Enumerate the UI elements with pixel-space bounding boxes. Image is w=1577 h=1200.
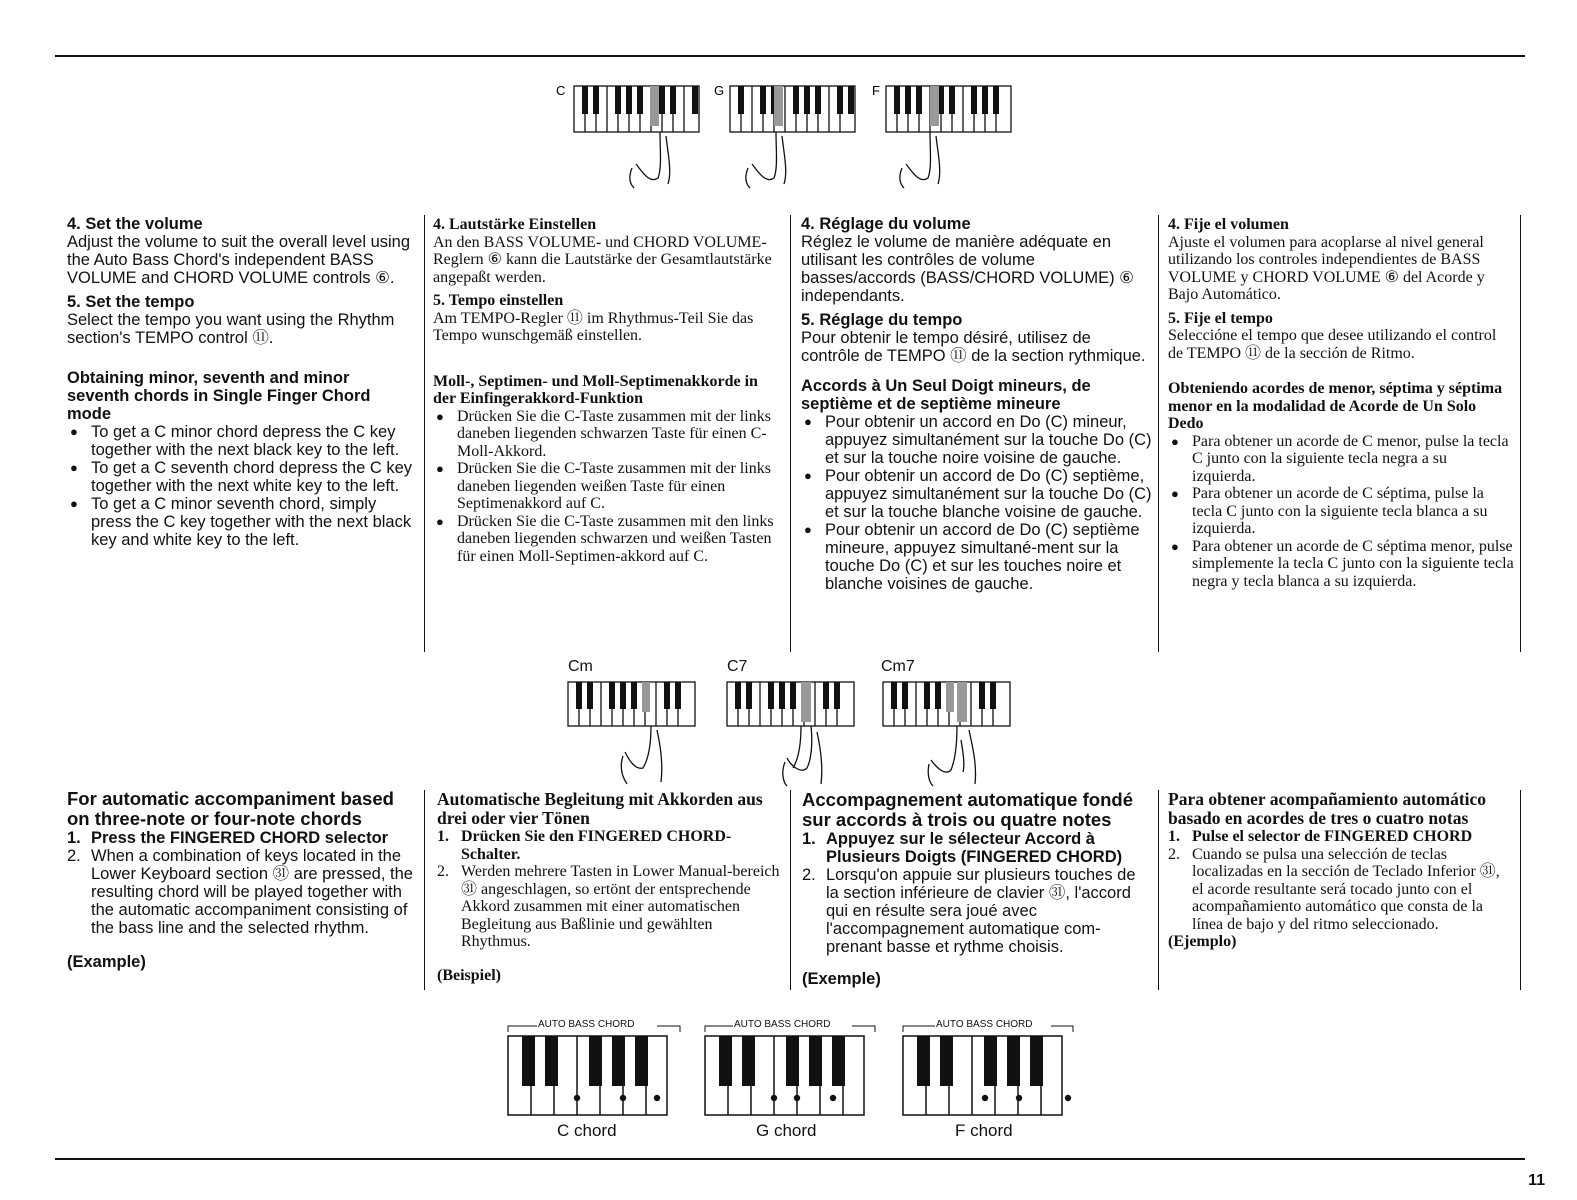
- fr-s5-body: Pour obtenir le tempo désiré, utilisez de contrôle de TEMPO ⑪ de la section rythmique.: [801, 329, 1146, 365]
- es-step-2: 2. Cuando se pulsa una selección de teclas localizadas en la sección de Teclado Inferior ㉛, el acorde resultante será tocado junto con el acompañamiento automático que consta de la línea de bajo y del ritmo seleccionado.: [1168, 845, 1500, 933]
- es-steps: [1168, 828, 1514, 933]
- es-bullet-list: [1168, 433, 1514, 591]
- en-s4-body: Adjust the volume to suit the overall level using the Auto Bass Chord's independent BASS VOLUME and CHORD VOLUME controls ⑥.: [67, 233, 411, 287]
- en-bullet-3: ● To get a C minor seventh chord, simply press the C key together with the next black key and white key to the left.: [67, 495, 412, 549]
- es-bullet-2: ● Para obtener un acorde de C séptima, pulse la tecla C junto con la siguiente tecla blanca a su izquierda.: [1168, 485, 1514, 538]
- fr-step-1-text: Appuyez sur le sélecteur Accord à Plusieurs Doigts (FINGERED CHORD): [826, 830, 1123, 866]
- en-auto-title: For automatic accompaniment based on three-note or four-note chords: [67, 788, 394, 829]
- bottom-keyboard-figure: [505, 1020, 1085, 1120]
- es-step-2-text: Cuando se pulsa una selección de teclas localizadas en la sección de Teclado Inferior ㉛, el acorde resultante será tocado junto con el acompañamiento automático que consta de la línea de bajo y del ritmo seleccionado.: [1192, 845, 1500, 933]
- es-s5-title: 5. Fije el tempo: [1168, 309, 1273, 327]
- es-auto-title: Para obtener acompañamiento automático basado en acordes de tres o cuatro notas: [1168, 789, 1487, 828]
- de-s4-title: 4. Lautstärke Einstellen: [433, 216, 597, 233]
- en-s5-title: 5. Set the tempo: [67, 293, 195, 311]
- label-c7: C7: [727, 658, 748, 675]
- col-en-upper: [67, 215, 412, 549]
- de-step-2-text: Werden mehrere Tasten in Lower Manual-bereich ㉛ angeschlagen, so ertönt der entsprechende Akkord zusammen mit einer automatischen Begleitung aus Baßlinie und gewählten Rhythmus.: [461, 863, 780, 950]
- es-s4-body: Ajuste el volumen para acoplarse al nivel general utilizando los controles independientes de BASS VOLUME y CHORD VOLUME ⑥ del Acorde y Bajo Automático.: [1168, 233, 1485, 303]
- en-s5-body: Select the tempo you want using the Rhythm section's TEMPO control ⑪.: [67, 311, 395, 347]
- en-s4-title: 4. Set the volume: [67, 215, 203, 233]
- col-es-lower: [1168, 790, 1514, 951]
- col-de-upper: [433, 216, 778, 565]
- en-bullet-2: ● To get a C seventh chord depress the C key together with the next white key to the left.: [67, 459, 412, 495]
- divider-fr-es-upper: [1158, 215, 1159, 652]
- label-f: F: [872, 83, 880, 98]
- de-s4-body: An den BASS VOLUME- und CHORD VOLUME-Reglern ⑥ kann die Lautstärke der Gesamtlautstärke angepaßt werden.: [433, 233, 772, 286]
- f-chord-label: F chord: [955, 1121, 1013, 1140]
- label-cm7: Cm7: [881, 658, 915, 675]
- auto-bass-chord-label-3: AUTO BASS CHORD: [936, 1019, 1033, 1030]
- divider-es-right-lower: [1520, 790, 1521, 990]
- fr-steps: [802, 830, 1150, 956]
- divider-es-right-upper: [1520, 215, 1521, 652]
- divider-fr-es-lower: [1158, 790, 1159, 990]
- de-step-2: 2. Werden mehrere Tasten in Lower Manual-bereich ㉛ angeschlagen, so ertönt der entsprechende Akkord zusammen mit einer automatischen Begleitung aus Baßlinie und gewählten Rhythmus.: [437, 863, 780, 950]
- c-chord-label: C chord: [557, 1121, 617, 1140]
- es-step-1: 1. Pulse el selector de FINGERED CHORD: [1168, 828, 1473, 845]
- de-auto-title: Automatische Begleitung mit Akkorden aus drei oder vier Tönen: [437, 789, 763, 828]
- col-fr-lower: [802, 790, 1150, 988]
- fr-example: (Exemple): [802, 970, 881, 988]
- middle-keyboard-figure: [565, 678, 1015, 788]
- en-bullet-1: ● To get a C minor chord depress the C key together with the next black key to the left.: [67, 423, 412, 459]
- de-s5-body: Am TEMPO-Regler ⑪ im Rhythmus-Teil Sie das Tempo wunschgemäß einstellen.: [433, 309, 754, 344]
- en-steps: [67, 829, 413, 937]
- fr-s5-title: 5. Réglage du tempo: [801, 311, 963, 329]
- de-s5-title: 5. Tempo einstellen: [433, 292, 564, 309]
- fr-step-2-text: Lorsqu'on appuie sur plusieurs touches de la section inférieure de clavier ㉛, l'accord qui en résulte sera joué avec l'accompagnement automatique com-prenant basse et rythme choisis.: [826, 866, 1136, 956]
- en-bullet-list: [67, 423, 412, 549]
- fr-bullet-3: ● Pour obtenir un accord de Do (C) septième mineure, appuyez simultané-ment sur la touche Do (C) et sur les touches noire et blanche voisines de gauche.: [801, 521, 1153, 593]
- de-bullet-2: ● Drücken Sie die C-Taste zusammen mit der links daneben liegenden weißen Taste für einen Septimenakkord auf C.: [433, 460, 778, 513]
- en-step-2-text: When a combination of keys located in the Lower Keyboard section ㉛ are pressed, the resulting chord will be played together with the automatic accompaniment consisting of the bass line and the selected rhythm.: [91, 847, 413, 937]
- fr-s4-body: Réglez le volume de manière adéquate en utilisant les contrôles de volume basses/accords (BASS/CHORD VOLUME) ⑥ independants.: [801, 233, 1134, 305]
- divider-en-de-lower: [424, 790, 425, 990]
- label-c: C: [556, 83, 566, 98]
- de-minor-title: Moll-, Septimen- und Moll-Septimenakkorde in der Einfingerakkord-Funktion: [433, 372, 758, 407]
- es-bullet-3: ● Para obtener un acorde de C séptima menor, pulse simplemente la tecla C junto con la siguiente tecla negra y tecla blanca a su izquierda.: [1168, 538, 1514, 591]
- fr-bullet-1: ● Pour obtenir un accord en Do (C) mineur, appuyez simultanément sur la touche Do (C) et sur la touche noire voisine de gauche.: [801, 413, 1153, 467]
- fr-minor-title: Accords à Un Seul Doigt mineurs, de septième et de septième mineure: [801, 377, 1091, 413]
- divider-de-fr-lower: [790, 790, 791, 990]
- fr-bullet-2: ● Pour obtenir un accord de Do (C) septième, appuyez simultanément sur la touche Do (C) et sur la touche blanche voisine de gauche.: [801, 467, 1153, 521]
- de-bullet-3: ● Drücken Sie die C-Taste zusammen mit den links daneben liegenden schwarzen und weißen Tasten für einen Moll-Septimen-akkord auf C.: [433, 513, 778, 566]
- auto-bass-chord-label-2: AUTO BASS CHORD: [734, 1019, 831, 1030]
- fr-step-2: 2. Lorsqu'on appuie sur plusieurs touches de la section inférieure de clavier ㉛, l'accord qui en résulte sera joué avec l'accompagnement automatique com-prenant basse et rythme choisis.: [802, 866, 1136, 956]
- g-chord-label: G chord: [756, 1121, 817, 1140]
- fr-auto-title: Accompagnement automatique fondé sur accords à trois ou quatre notes: [802, 789, 1133, 830]
- divider-en-de-upper: [424, 215, 425, 652]
- es-s4-title: 4. Fije el volumen: [1168, 216, 1289, 233]
- es-bullet-1: ● Para obtener un acorde de C menor, pulse la tecla C junto con la siguiente tecla negra a su izquierda.: [1168, 433, 1514, 486]
- label-g: G: [714, 83, 725, 98]
- fr-bullet-list: [801, 413, 1153, 593]
- col-en-lower: [67, 789, 413, 971]
- en-step-1-text: Press the FINGERED CHORD selector: [91, 829, 389, 847]
- label-cm: Cm: [568, 658, 593, 675]
- de-example: (Beispiel): [437, 966, 501, 984]
- fr-step-1: 1. Appuyez sur le sélecteur Accord à Plusieurs Doigts (FINGERED CHORD): [802, 830, 1123, 866]
- en-example: (Example): [67, 953, 146, 971]
- de-bullet-list: [433, 408, 778, 566]
- en-minor-title: Obtaining minor, seventh and minor seventh chords in Single Finger Chord mode: [67, 369, 371, 423]
- col-fr-upper: [801, 215, 1153, 593]
- de-step-1-text: Drücken Sie den FINGERED CHORD-Schalter.: [461, 828, 732, 863]
- de-steps: [437, 828, 782, 951]
- top-keyboard-figure: [550, 80, 1030, 200]
- es-example: (Ejemplo): [1168, 933, 1237, 950]
- es-step-1-text: Pulse el selector de FINGERED CHORD: [1192, 828, 1473, 845]
- auto-bass-chord-label-1: AUTO BASS CHORD: [538, 1019, 635, 1030]
- col-es-upper: [1168, 216, 1514, 590]
- en-step-1: 1. Press the FINGERED CHORD selector: [67, 829, 389, 847]
- es-s5-body: Seleccióne el tempo que desee utilizando el control de TEMPO ⑪ de la sección de Ritmo.: [1168, 327, 1497, 362]
- col-de-lower: [437, 790, 782, 984]
- de-bullet-1: ● Drücken Sie die C-Taste zusammen mit der links daneben liegenden schwarzen Taste für einen C-Moll-Akkord.: [433, 408, 778, 461]
- en-step-2: 2. When a combination of keys located in the Lower Keyboard section ㉛ are pressed, the resulting chord will be played together with the automatic accompaniment consisting of the bass line and the selected rhythm.: [67, 847, 413, 937]
- divider-de-fr-upper: [790, 215, 791, 652]
- fr-s4-title: 4. Réglage du volume: [801, 215, 971, 233]
- de-step-1: 1. Drücken Sie den FINGERED CHORD-Schalter.: [437, 828, 732, 863]
- bottom-rule: [55, 1158, 1525, 1160]
- page-number: 11: [1528, 1172, 1545, 1189]
- top-rule: [55, 55, 1525, 57]
- es-minor-title: Obteniendo acordes de menor, séptima y séptima menor en la modalidad de Acorde de Un Solo Dedo: [1168, 380, 1503, 432]
